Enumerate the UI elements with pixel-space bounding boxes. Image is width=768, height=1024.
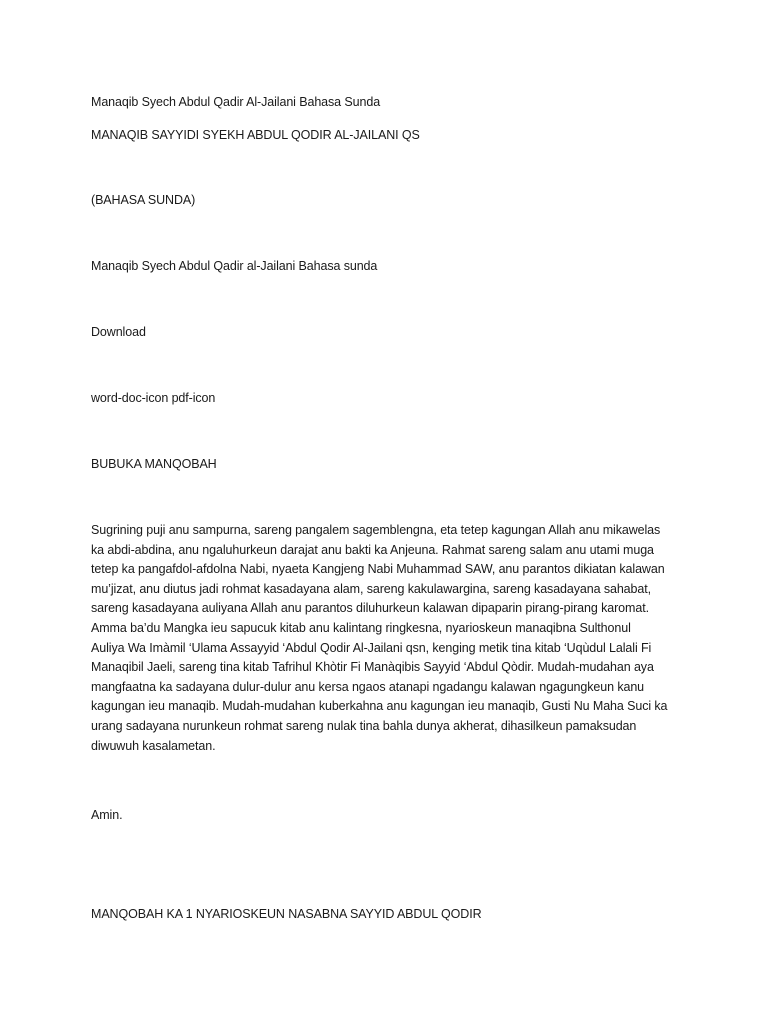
download-label: Download [91, 325, 146, 339]
paragraph-line: urang sadayana nurunkeun rohmat sareng nulak tina bahla dunya akherat, dihasilkeun pamaksudan [91, 718, 637, 733]
document-heading: MANAQIB SAYYIDI SYEKH ABDUL QODIR AL-JAILANI QS [91, 128, 420, 142]
document-title: Manaqib Syech Abdul Qadir Al-Jailani Bahasa Sunda [91, 95, 381, 109]
language-note: (BAHASA SUNDA) [91, 193, 196, 207]
closing-text: Amin. [91, 808, 123, 822]
paragraph-line: sareng kasadayana auliyana Allah anu parantos diluhurkeun kalawan dipaparin pirang-pirang karomat. [91, 601, 649, 616]
paragraph-line: ka abdi-abdina, anu ngaluhurkeun darajat anu bakti ka Anjeuna. Rahmat sareng salam anu utami muga [91, 542, 654, 557]
document-subtitle: Manaqib Syech Abdul Qadir al-Jailani Bahasa sunda [91, 259, 378, 273]
paragraph-line: kagungan ieu manaqib. Mudah-mudahan kuberkahna anu kagungan ieu manaqib, Gusti Nu Maha Suci ka [91, 699, 668, 714]
paragraph-line: tetep ka pangafdol-afdolna Nabi, nyaeta Kangjeng Nabi Muhammad SAW, anu parantos dikiatan kalawan [91, 562, 665, 577]
paragraph-line: diwuwuh kasalametan. [91, 738, 216, 753]
paragraph-line: Auliya Wa Imàmil ‘Ulama Assayyid ‘Abdul Qodir Al-Jailani qsn, kenging metik tina kitab ‘Uqùdul Lalali Fi [91, 640, 652, 655]
opening-paragraph [91, 521, 691, 756]
paragraph-line: mangfaatna ka sadayana dulur-dulur anu kersa ngaos atanapi ngadangu kalawan ngagungkeun kanu [91, 679, 645, 694]
section-heading-first: MANQOBAH KA 1 NYARIOSKEUN NASABNA SAYYID ABDUL QODIR [91, 907, 482, 921]
section-heading-opening: BUBUKA MANQOBAH [91, 457, 217, 471]
paragraph-line: Manaqibil Jaeli, sareng tina kitab Tafrihul Khòtir Fi Manàqibis Sayyid ‘Abdul Qòdir. Mudah-mudahan aya [91, 660, 654, 675]
paragraph-line: Sugrining puji anu sampurna, sareng pangalem sagemblengna, eta tetep kagungan Allah anu mikawelas [91, 523, 661, 537]
icon-alt-text: word-doc-icon pdf-icon [91, 391, 216, 405]
paragraph-line: Amma ba’du Mangka ieu sapucuk kitab anu kalintang ringkesna, nyarioskeun manaqibna Sulthonul [91, 620, 631, 635]
paragraph-line: mu’jizat, anu diutus jadi rohmat kasadayana alam, sareng kakulawargina, sareng kasadayana sahabat, [91, 581, 651, 596]
